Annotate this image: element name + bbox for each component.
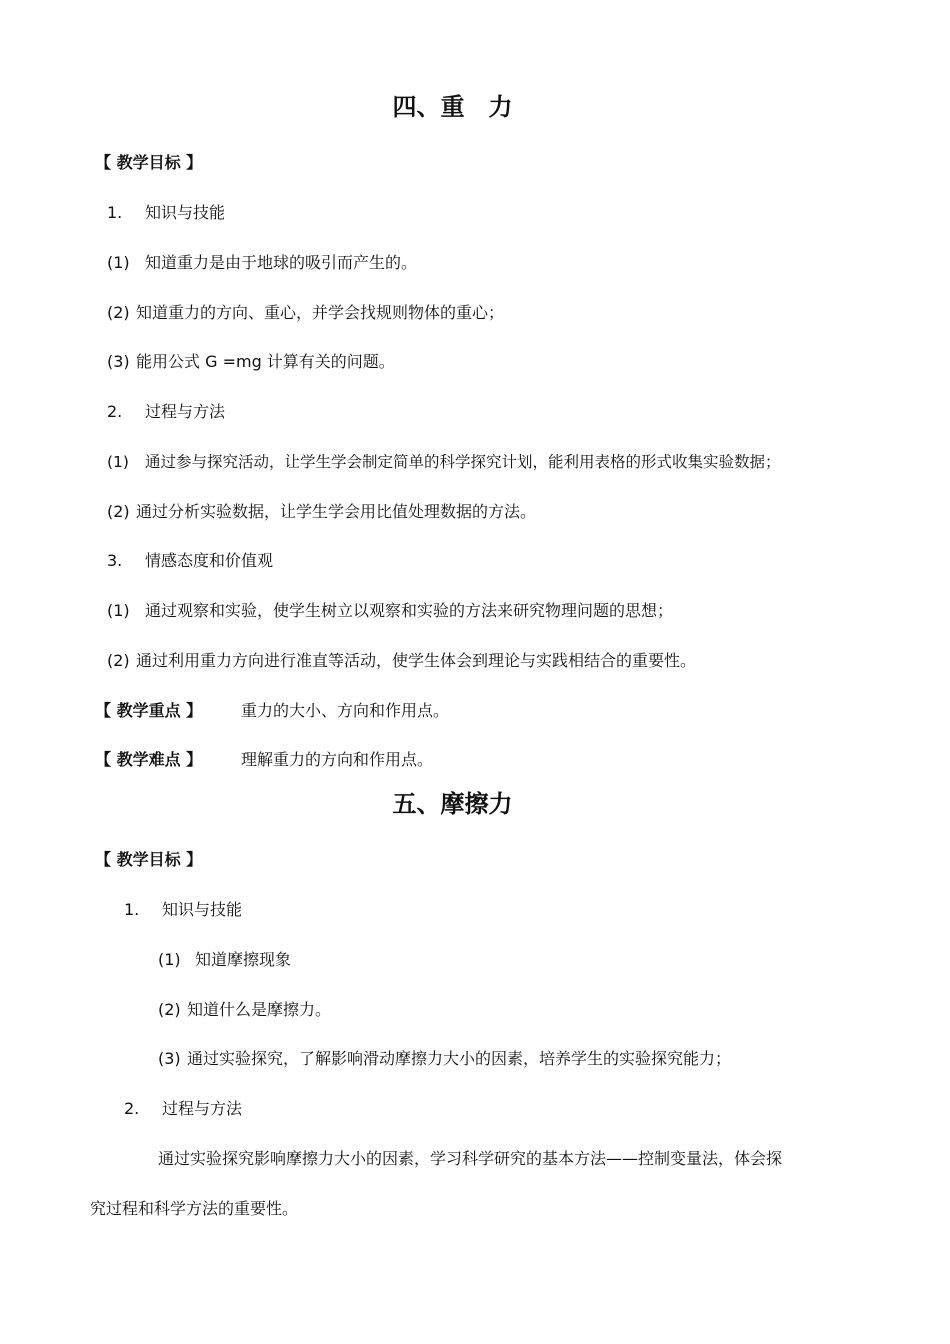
- list-number: 2.: [107, 402, 123, 421]
- list-number: 2.: [124, 1099, 140, 1118]
- list-text: 过程与方法: [162, 1099, 243, 1118]
- key-points-text: 重力的大小、方向和作用点。: [241, 701, 450, 720]
- list-text: 知道重力的方向、重心，并学会找规则物体的重心；: [136, 303, 505, 322]
- list-text: 通过观察和实验，使学生树立以观察和实验的方法来研究物理问题的思想；: [145, 601, 674, 620]
- section5-item2: [124, 1098, 242, 1120]
- section4-item1-2: [107, 302, 504, 324]
- section5-paragraph-line2: 究过程和科学方法的重要性。: [90, 1199, 299, 1218]
- list-text: 通过分析实验数据，让学生学会用比值处理数据的方法。: [136, 502, 537, 521]
- section4-item1-3: [107, 351, 395, 373]
- section5-item1-1: [158, 949, 291, 971]
- section5-item1-3: [158, 1048, 731, 1070]
- section4-item2-2: [107, 501, 536, 523]
- section4-item1: [107, 202, 225, 224]
- list-text: 知道摩擦现象: [195, 950, 292, 969]
- list-number: (1): [107, 601, 130, 620]
- section5-item1: [124, 899, 242, 921]
- section4-item3-2: [107, 650, 696, 672]
- list-number: (3): [158, 1049, 181, 1068]
- section4-item1-1: [107, 252, 417, 274]
- section4-key-points: [95, 700, 449, 722]
- difficulties-text: 理解重力的方向和作用点。: [241, 750, 434, 769]
- section4-objectives-label: 【 教学目标 】: [95, 153, 203, 172]
- section5-item1-2: [158, 999, 331, 1021]
- list-text: 通过实验探究，了解影响滑动摩擦力大小的因素，培养学生的实验探究能力；: [187, 1049, 732, 1068]
- list-text: 通过参与探究活动，让学生学会制定简单的科学探究计划，能利用表格的形式收集实验数据；: [145, 453, 781, 471]
- list-number: 3.: [107, 551, 123, 570]
- section5-title: 五、摩擦力: [392, 790, 513, 818]
- list-text: 知道什么是摩擦力。: [187, 1000, 332, 1019]
- list-number: (1): [107, 253, 130, 272]
- section4-item3: [107, 550, 273, 572]
- list-number: 1.: [124, 900, 140, 919]
- list-number: (1): [107, 453, 129, 471]
- section5-objectives-label: 【 教学目标 】: [95, 850, 203, 869]
- section4-title: 四、重 力: [392, 93, 513, 121]
- list-text: 知识与技能: [145, 203, 226, 222]
- list-text: 过程与方法: [145, 402, 226, 421]
- list-text: 通过利用重力方向进行准直等活动，使学生体会到理论与实践相结合的重要性。: [136, 651, 697, 670]
- list-number: (2): [107, 651, 130, 670]
- key-points-label: 【 教学重点 】: [95, 701, 203, 720]
- list-number: 1.: [107, 203, 123, 222]
- list-number: (2): [158, 1000, 181, 1019]
- section4-item3-1: [107, 600, 673, 622]
- list-text: 知道重力是由于地球的吸引而产生的。: [145, 253, 418, 272]
- list-text: 情感态度和价值观: [145, 551, 274, 570]
- section5-paragraph-line1: 通过实验探究影响摩擦力大小的因素，学习科学研究的基本方法——控制变量法，体会探: [158, 1149, 783, 1168]
- list-number: (1): [158, 950, 181, 969]
- list-number: (3): [107, 352, 130, 371]
- section4-difficulties: [95, 749, 433, 771]
- list-text: 能用公式 G =mg 计算有关的问题。: [136, 352, 395, 371]
- section4-item2-1: [107, 451, 781, 473]
- list-number: (2): [107, 502, 130, 521]
- list-number: (2): [107, 303, 130, 322]
- section4-item2: [107, 401, 225, 423]
- difficulties-label: 【 教学难点 】: [95, 750, 203, 769]
- list-text: 知识与技能: [162, 900, 243, 919]
